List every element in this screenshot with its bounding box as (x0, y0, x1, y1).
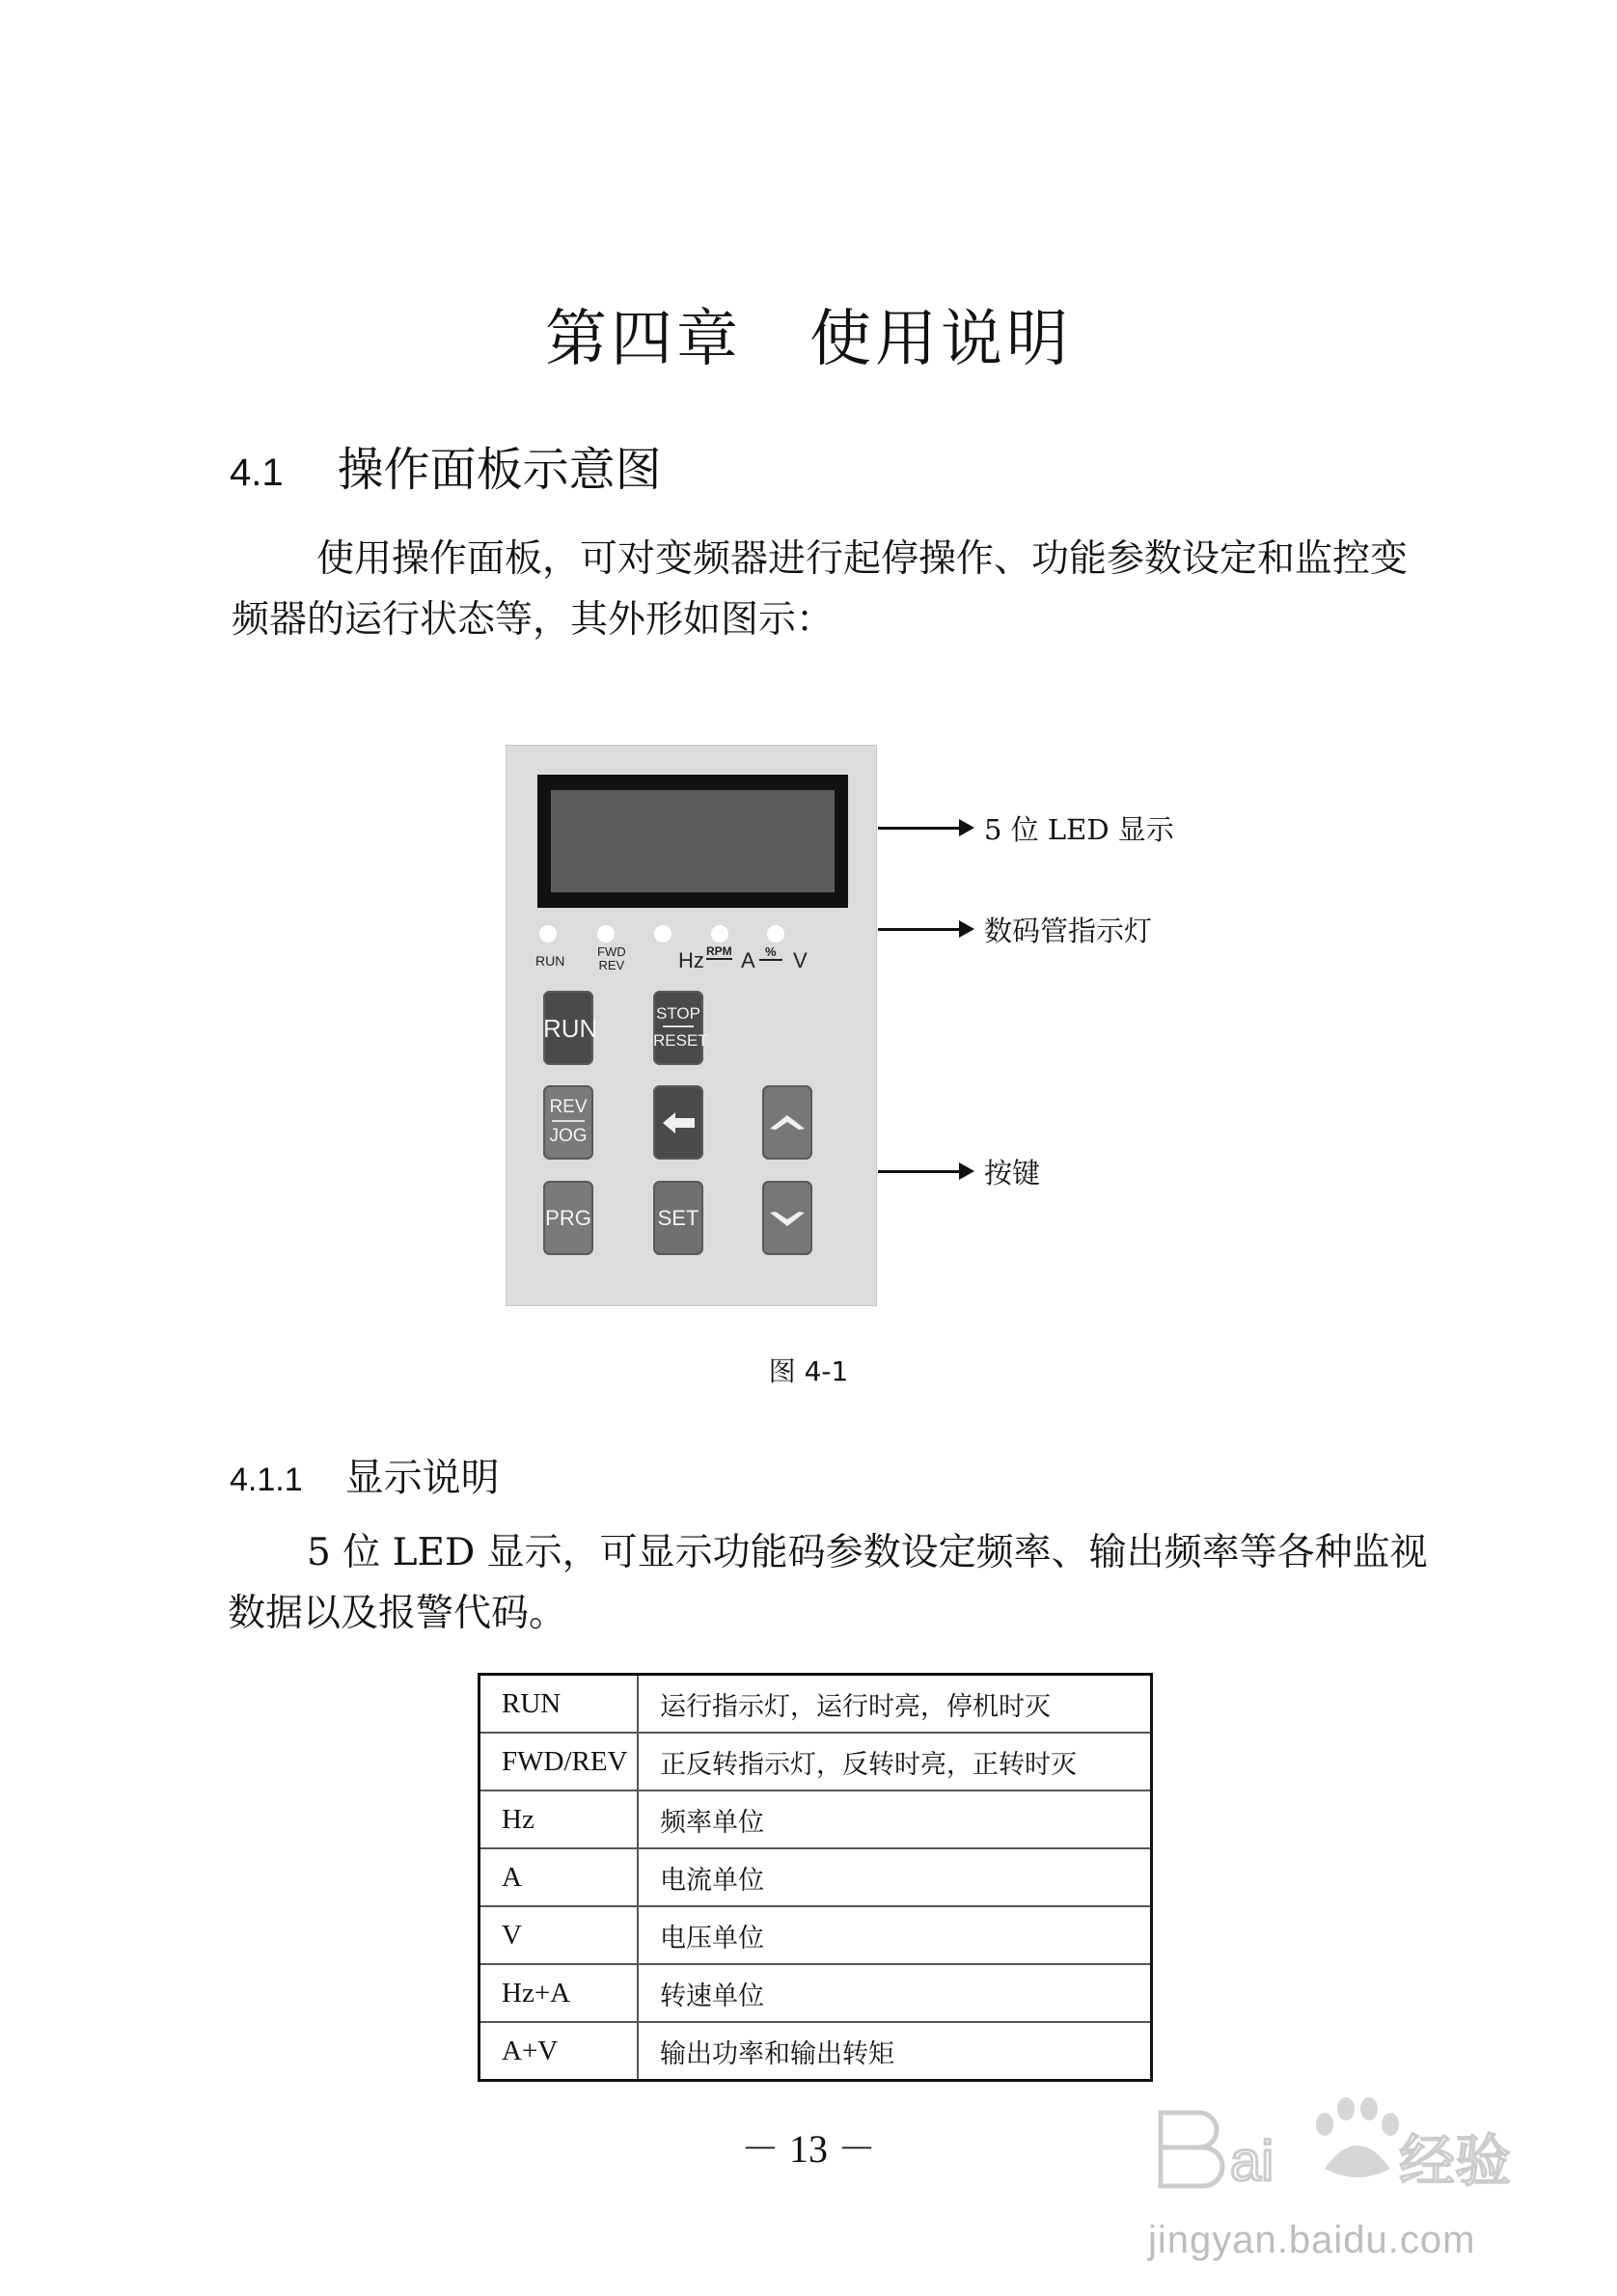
page-number: － 13 － (741, 2127, 876, 2171)
hz-led (654, 925, 671, 943)
run-indicator-label: RUN (535, 953, 565, 969)
a-indicator-label: A (741, 948, 755, 972)
legend-term: FWD/REV (480, 1733, 639, 1790)
arrow-head-display (959, 819, 974, 836)
table-row (480, 1848, 1152, 1906)
svg-text:经验: 经验 (1399, 2128, 1512, 2190)
callout-keys: 按键 (984, 1157, 1041, 1189)
legend-term: V (480, 1906, 639, 1964)
run-key[interactable]: RUN (543, 991, 593, 1065)
figure-caption: 图 4-1 (768, 1355, 849, 1387)
legend-description: 转速单位 (638, 1964, 1152, 2022)
subsection-title: 显示说明 (344, 1456, 500, 1500)
v-led (767, 925, 784, 943)
section-heading (230, 432, 662, 499)
chapter-title (0, 289, 1617, 378)
v-indicator-label: V (793, 948, 808, 972)
arrow-line-indicators (878, 928, 961, 931)
intro-paragraph: 使用操作面板，可对变频器进行起停操作、功能参数设定和监控变频器的运行状态等，其外形如图示： (232, 537, 1409, 642)
chapter-name: 使用说明 (809, 304, 1072, 375)
chapter-number: 第四章 (545, 304, 742, 375)
down-chevron-icon (770, 1210, 805, 1229)
arrow-head-indicators (959, 920, 974, 938)
svg-text:ai: ai (1230, 2130, 1274, 2190)
legend-term: Hz (480, 1790, 639, 1848)
legend-term: Hz+A (480, 1964, 639, 2022)
down-key[interactable] (762, 1181, 812, 1255)
table-row (480, 1675, 1152, 1734)
table-row (480, 1964, 1152, 2022)
legend-description: 电流单位 (638, 1848, 1152, 1906)
indicator-legend-table (478, 1673, 1153, 2082)
percent-indicator-label: % (759, 944, 782, 961)
run-led (539, 925, 557, 943)
table-row (480, 1733, 1152, 1790)
fwd-rev-led (597, 925, 615, 943)
legend-description: 正反转指示灯，反转时亮，正转时灭 (638, 1733, 1152, 1790)
operation-panel (506, 745, 877, 1306)
up-key[interactable] (762, 1085, 812, 1160)
legend-description: 频率单位 (638, 1790, 1152, 1848)
set-key[interactable]: SET (653, 1181, 703, 1255)
table-row (480, 1906, 1152, 1964)
shift-left-key[interactable] (653, 1085, 703, 1160)
rev-jog-key[interactable]: REV JOG (543, 1085, 593, 1160)
led-display (537, 775, 848, 908)
prg-key[interactable]: PRG (543, 1181, 593, 1255)
section-number: 4.1 (230, 451, 284, 494)
arrow-head-keys (959, 1162, 974, 1180)
legend-description: 电压单位 (638, 1906, 1152, 1964)
up-chevron-icon (770, 1112, 805, 1132)
subsection-number: 4.1.1 (230, 1462, 303, 1498)
rpm-indicator-label: RPM (706, 944, 732, 958)
table-row (480, 2022, 1152, 2081)
fwd-rev-indicator-label: FWD REV (597, 944, 626, 972)
legend-term: RUN (480, 1675, 639, 1734)
legend-description: 运行指示灯，运行时亮，停机时灭 (638, 1675, 1152, 1734)
watermark-url: jingyan.baidu.com (1148, 2219, 1476, 2261)
display-paragraph: 5 位 LED 显示，可显示功能码参数设定频率、输出频率等各种监视数据以及报警代码。 (228, 1531, 1428, 1635)
subsection-heading (230, 1447, 500, 1502)
section-title: 操作面板示意图 (337, 443, 662, 497)
legend-term: A (480, 1848, 639, 1906)
callout-led-display: 5 位 LED 显示 (984, 813, 1174, 846)
legend-description: 输出功率和输出转矩 (638, 2022, 1152, 2081)
hz-indicator-label: Hz (678, 948, 704, 972)
a-led (711, 925, 728, 943)
arrow-line-keys (878, 1170, 961, 1173)
stop-reset-key[interactable]: STOP RESET (653, 991, 703, 1065)
left-arrow-icon (663, 1110, 696, 1135)
callout-indicator-lights: 数码管指示灯 (984, 915, 1153, 947)
arrow-line-display (878, 827, 961, 830)
legend-term: A+V (480, 2022, 639, 2081)
baidu-jingyan-watermark-logo (1153, 2084, 1558, 2190)
table-row (480, 1790, 1152, 1848)
